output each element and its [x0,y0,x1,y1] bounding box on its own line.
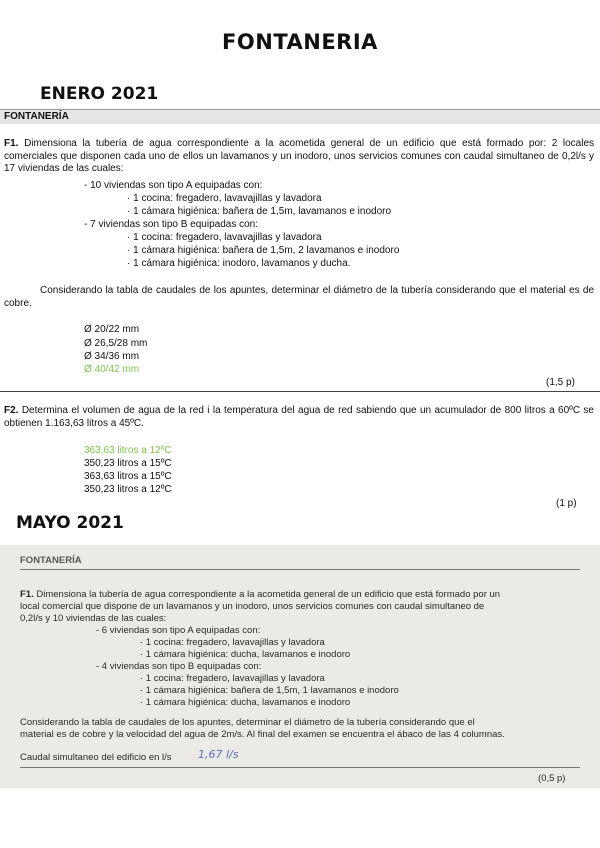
page-title: FONTANERIA [222,30,378,54]
answer-option: Ø 34/36 mm [84,351,140,362]
list-item: · 1 cámara higiénica: bañera de 1,5m, lavamanos e inodoro [127,206,392,217]
list-item: - 6 viviendas son tipo A equipadas con: [96,625,261,636]
question-f2-text [4,405,594,430]
list-item: - 7 viviendas son tipo B equipadas con: [84,219,258,230]
list-item: · 1 cámara higiénica: bañera de 1,5m, 1 lavamanos e inodoro [140,685,399,696]
answer-option: Ø 26,5/28 mm [84,338,148,349]
list-item: · 1 cocina: fregadero, lavavajillas y lavadora [127,232,322,243]
list-item: · 1 cocina: fregadero, lavavajillas y lavadora [127,193,322,204]
question-body-line: local comercial que dispone de un lavamanos y un inodoro, unos servicios comunes con caudal simultaneo de [20,601,485,612]
list-item: · 1 cocina: fregadero, lavavajillas y lavadora [140,637,325,648]
question-instruction: material es de cobre y la velocidad del agua de 2m/s. Al final del examen se encuentra el ábaco de las 4 columnas. [20,729,505,740]
divider [0,391,600,392]
list-item: · 1 cámara higiénica: bañera de 1,5m, 2 lavamanos e inodoro [127,245,400,256]
list-item: - 10 viviendas son tipo A equipadas con: [84,180,263,191]
points-label: (1 p) [556,498,577,509]
answer-option: 350,23 litros a 15ºC [84,458,172,469]
answer-label: Caudal simultaneo del edificio en l/s [20,752,172,763]
question-f1-text [4,138,594,176]
handwritten-answer: 1,67 l/s [198,748,239,761]
header-bar-label: FONTANERÍA [4,111,69,122]
question-label: F1. [20,589,34,600]
question-label: F1. [4,138,19,149]
question-instruction: Considerando la tabla de caudales de los apuntes, determinar el diámetro de la tubería considerando que el material es de cobre. [4,285,594,309]
section-heading-mayo: MAYO 2021 [16,513,124,533]
question-instruction: Considerando la tabla de caudales de los apuntes, determinar el diámetro de la tubería considerando que el [20,717,475,728]
question-label: F2. [4,405,19,416]
divider [20,767,580,768]
list-item: · 1 cocina: fregadero, lavavajillas y lavadora [140,673,325,684]
question-f1-text [20,589,500,600]
question-body: Determina el volumen de agua de la red i la temperatura del agua de red sabiendo que un acumulador de 800 litros a 60ºC se obtienen 1.163,63 litros a 45ºC. [4,405,594,429]
list-item: · 1 cámara higiénica: ducha, lavamanos e inodoro [140,697,351,708]
header-bar-label: FONTANERÍA [20,555,82,566]
answer-option-correct: 363,63 litros a 12ºC [84,445,172,456]
list-item: · 1 cámara higiénica: inodoro, lavamanos y ducha. [127,258,351,269]
scanned-exam-excerpt [0,545,600,788]
section-heading-enero: ENERO 2021 [40,84,159,104]
question-body: Dimensiona la tubería de agua correspondiente a la acometida general de un edificio que está formado por un [36,589,501,600]
divider [20,569,580,570]
answer-option: 363,63 litros a 15ºC [84,471,172,482]
list-item: - 4 viviendas son tipo B equipadas con: [96,661,262,672]
points-label: (0,5 p) [538,773,566,784]
fontaneria-header-bar [0,109,600,124]
list-item: · 1 cámara higiénica: ducha, lavamanos e inodoro [140,649,351,660]
question-body: Dimensiona la tubería de agua correspondiente a la acometida general de un edificio que está formado por: 2 locales comerciales que disponen cada uno de ellos un lavamanos y un inodoro, unos servicios comunes con caudal simultaneo de 0,2l/s y 17 viviendas de las cuales: [4,138,595,174]
answer-option: Ø 20/22 mm [84,324,140,335]
answer-option-correct: Ø 40/42 mm [84,364,140,375]
points-label: (1,5 p) [546,377,575,388]
answer-option: 350,23 litros a 12ºC [84,484,172,495]
question-body-line: 0,2l/s y 10 viviendas de las cuales: [20,613,167,624]
